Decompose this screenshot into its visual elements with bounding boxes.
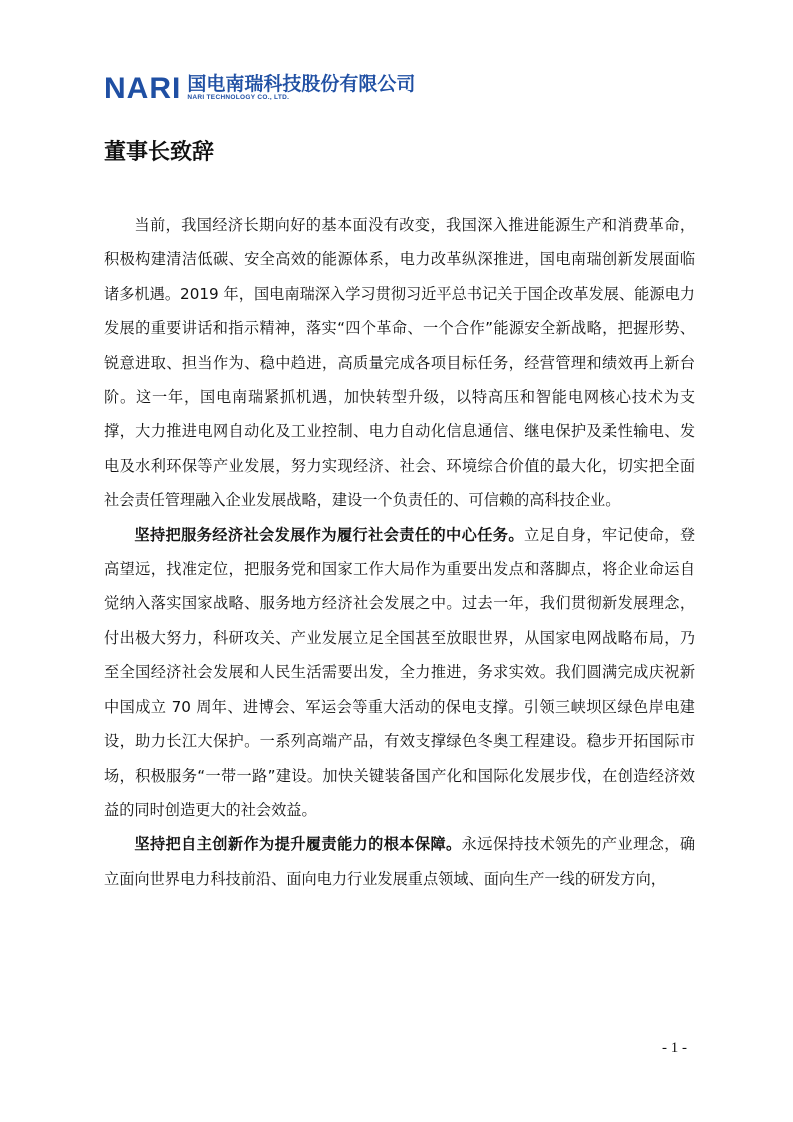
paragraph-3-lead: 坚持把自主创新作为提升履责能力的根本保障。 xyxy=(134,835,462,854)
paragraph-2-text: 立足自身，牢记使命，登高望远，找准定位，把服务党和国家工作大局作为重要出发点和落脚点，将企业命运自觉纳入落实国家战略、服务地方经济社会发展之中。过去一年，我们贯彻新发展理念，付出极大努力，科研攻关、产业发展立足全国甚至放眼世界，从国家电网战略布局，乃至全国经济社会发展和人民生活需要出发，全力推进，务求实效。我们圆满完成庆祝新中国成立 70 周年、进博会、军运会等重大活动的保电支撑。引领三峡坝区绿色岸电建设，助力长江大保护。一系列高端产品，有效支撑绿色冬奥工程建设。稳步开拓国际市场，积极服务“一带一路”建设。加快关键装备国产化和国际化发展步伐，在创造经济效益的同时创造更大的社会效益。 xyxy=(104,525,696,819)
page-number: - 1 - xyxy=(662,1040,687,1056)
paragraph-3 xyxy=(104,827,695,896)
company-name-cn: 国电南瑞科技股份有限公司 xyxy=(187,73,416,95)
nari-logo: NARI xyxy=(104,72,182,105)
company-header xyxy=(104,74,415,104)
paragraph-2-lead: 坚持把服务经济社会发展作为履行社会责任的中心任务。 xyxy=(134,525,524,544)
letter-body xyxy=(104,208,695,896)
paragraph-2 xyxy=(104,518,695,828)
paragraph-1-text: 当前，我国经济长期向好的基本面没有改变，我国深入推进能源生产和消费革命，积极构建清洁低碳、安全高效的能源体系，电力改革纵深推进，国电南瑞创新发展面临诸多机遇。2019 年，国电南瑞深入学习贯彻习近平总书记关于国企改革发展、能源电力发展的重要讲话和指示精神，落实“四个革命、一个合作”能源安全新战略，把握形势、锐意进取、担当作为、稳中趋进，高质量完成各项目标任务，经营管理和绩效再上新台阶。这一年，国电南瑞紧抓机遇，加快转型升级，以特高压和智能电网核心技术为支撑，大力推进电网自动化及工业控制、电力自动化信息通信、继电保护及柔性输电、发电及水利环保等产业发展，努力实现经济、社会、环境综合价值的最大化，切实把全面社会责任管理融入企业发展战略，建设一个负责任的、可信赖的高科技企业。 xyxy=(104,216,695,510)
company-name-en: NARI TECHNOLOGY CO., LTD. xyxy=(187,94,290,101)
paragraph-3-text: 永远保持技术领先的产业理念，确立面向世界电力科技前沿、面向电力行业发展重点领域、面向生产一线的研发方向， xyxy=(104,835,696,888)
company-name-block xyxy=(187,74,415,102)
page-title: 董事长致辞 xyxy=(104,140,215,165)
paragraph-1 xyxy=(104,208,695,518)
